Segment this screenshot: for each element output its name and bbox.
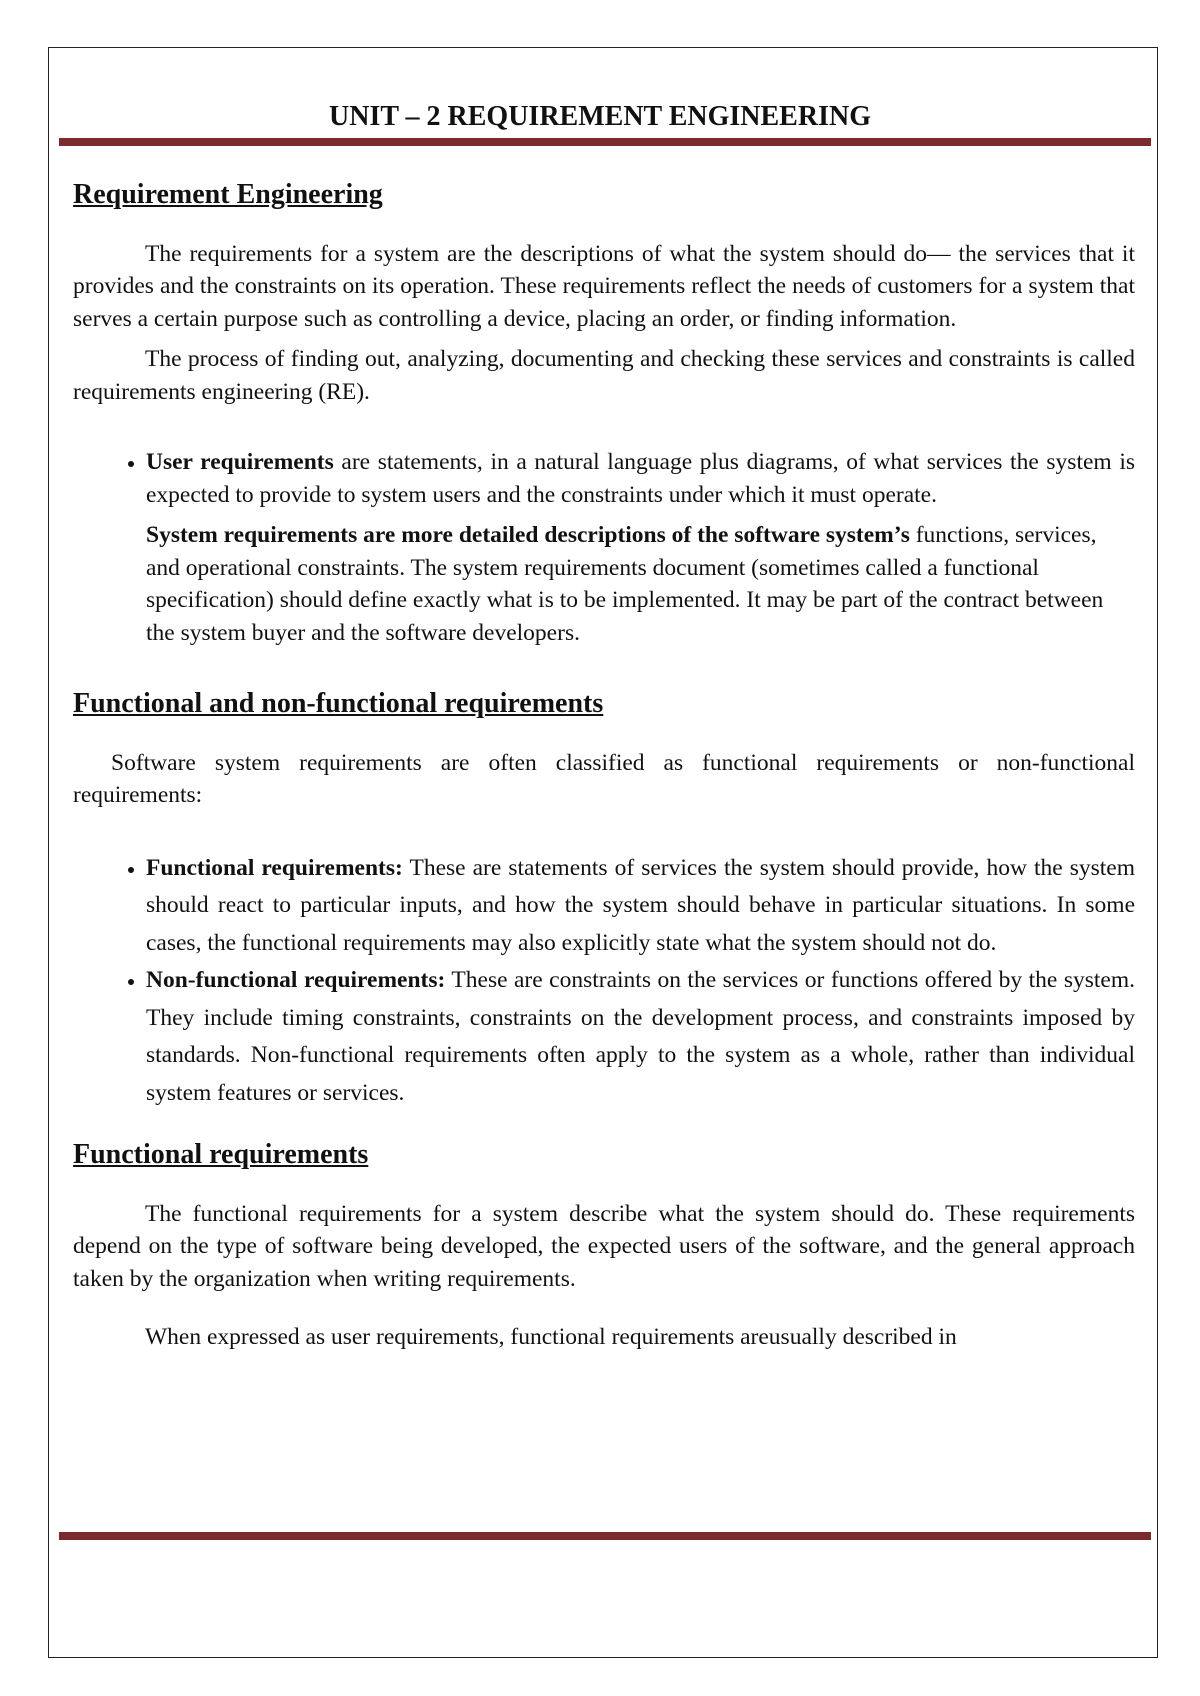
re-paragraph-1: The requirements for a system are the descriptions of what the system should do— the services that it provides and the constraints on its operation. These requirements reflect the needs of customers for a system that serves a certain purpose such as controlling a device, placing an order, or finding information. — [73, 240, 1135, 332]
nonfunctional-requirements-text: These are constraints on the services or functions offered by the system. They include timing constraints, constraints on the development process, and constraints imposed by standards. Non-functional requirements often apply to the system as a whole, rather than individual system features or services. — [146, 967, 1135, 1106]
re-paragraph-2: The process of finding out, analyzing, documenting and checking these services and constraints is called requirements engineering (RE). — [73, 346, 1135, 405]
fr-paragraph-1: The functional requirements for a system describe what the system should do. These requirements depend on the type of software being developed, the expected users of the software, and the general approach taken by the organization when writing requirements. — [73, 1200, 1135, 1292]
system-requirements-bold-text: are more detailed descriptions of the software system’s — [357, 522, 910, 549]
fnf-bullet-list — [73, 850, 1135, 1113]
re-bullet-list — [73, 446, 1135, 511]
heading-functional-nonfunctional: Functional and non-functional requirements — [73, 688, 604, 720]
header-rule — [59, 138, 1151, 146]
heading-requirement-engineering: Requirement Engineering — [73, 179, 383, 210]
user-requirements-term: User requirements — [146, 449, 334, 476]
user-requirements-item — [146, 446, 1135, 511]
fr-paragraph-2: When expressed as user requirements, functional requirements areusually described in — [145, 1324, 957, 1351]
system-requirements-paragraph — [146, 519, 1135, 649]
footer-rule — [59, 1532, 1151, 1540]
system-requirements-term: System requirements — [146, 522, 358, 549]
functional-requirements-item — [146, 850, 1135, 963]
page-content — [73, 178, 1135, 1354]
unit-title: UNIT – 2 REQUIREMENT ENGINEERING — [329, 101, 871, 132]
functional-requirements-text: These are statements of services the system should provide, how the system should react to particular inputs, and how the system should behave in particular situations. In some cases, the functional requirements may also explicitly state what the system should not do. — [146, 854, 1135, 956]
system-requirements-text: functions, services, and operational constraints. The system requirements document (sometimes called a functional specification) should define exactly what is to be implemented. It may be part of the contract between the system buyer and the software developers. — [146, 522, 1104, 646]
heading-functional-requirements: Functional requirements — [73, 1139, 369, 1171]
nonfunctional-requirements-term: Non-functional requirements: — [146, 967, 446, 994]
user-requirements-text: are statements, in a natural language plus diagrams, of what services the system is expected to provide to system users and the constraints under which it must operate. — [146, 449, 1135, 508]
functional-requirements-term: Functional requirements: — [146, 854, 403, 881]
nonfunctional-requirements-item — [146, 962, 1135, 1112]
fnf-intro-paragraph: Software system requirements are often classified as functional requirements or non-functional requirements: — [73, 749, 1135, 809]
